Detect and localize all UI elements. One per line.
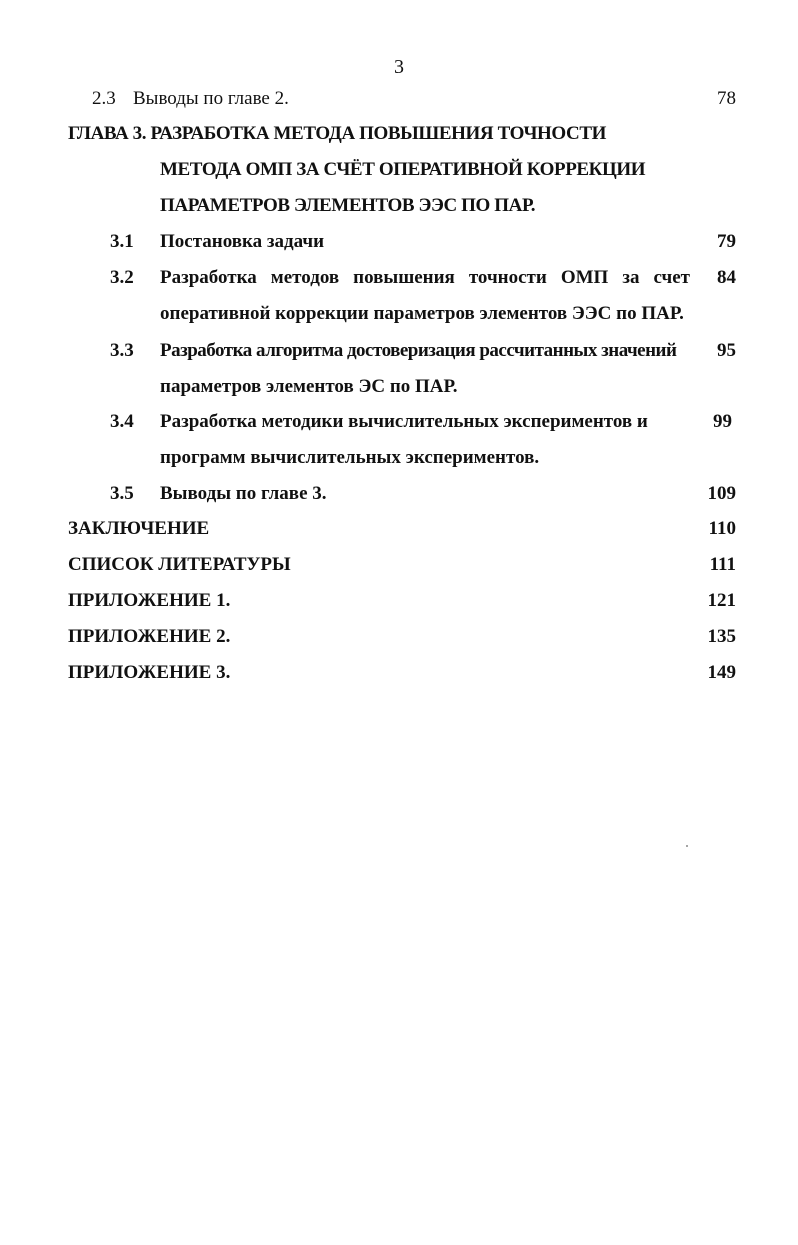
toc-entry-page: 99 <box>713 411 732 432</box>
toc-entry-title: СПИСОК ЛИТЕРАТУРЫ <box>68 554 291 575</box>
toc-entry-page: 109 <box>707 483 736 504</box>
toc-entry-page: 95 <box>717 340 736 361</box>
toc-entry-title-line-2: параметров элементов ЭС по ПАР. <box>160 376 458 397</box>
toc-entry-number: 3.2 <box>110 267 134 288</box>
toc-entry-title: Выводы по главе 2. <box>133 88 289 109</box>
toc-entry-title: ПРИЛОЖЕНИЕ 2. <box>68 626 231 647</box>
toc-entry-number: 3.3 <box>110 340 134 361</box>
toc-entry-page: 135 <box>707 626 736 647</box>
toc-entry-page: 121 <box>707 590 736 611</box>
toc-entry-title-line-2: программ вычислительных экспериментов. <box>160 447 540 468</box>
toc-entry-title: ЗАКЛЮЧЕНИЕ <box>68 518 210 539</box>
toc-entry-page: 84 <box>717 267 736 288</box>
toc-entry-title: Выводы по главе 3. <box>160 483 327 504</box>
page-number: 3 <box>394 56 404 78</box>
toc-entry-page: 110 <box>708 518 736 539</box>
toc-entry-title-line-1: Разработка алгоритма достоверизация рассчитанных значений <box>160 340 677 361</box>
toc-entry-title-line-1: Разработка методики вычислительных экспериментов и <box>160 411 648 432</box>
toc-entry-title: ПРИЛОЖЕНИЕ 3. <box>68 662 231 683</box>
toc-entry-title: ПРИЛОЖЕНИЕ 1. <box>68 590 231 611</box>
toc-entry-page: 79 <box>717 231 736 252</box>
toc-entry-page: 78 <box>717 88 736 109</box>
toc-entry-number: 3.5 <box>110 483 134 504</box>
toc-entry-number: 3.1 <box>110 231 134 252</box>
toc-entry-title: Постановка задачи <box>160 231 325 252</box>
chapter-heading-line-1: ГЛАВА 3. РАЗРАБОТКА МЕТОДА ПОВЫШЕНИЯ ТОЧНОСТИ <box>68 123 607 144</box>
toc-entry-title-line-2: оперативной коррекции параметров элементов ЭЭС по ПАР. <box>160 303 684 324</box>
toc-entry-number: 3.4 <box>110 411 134 432</box>
toc-entry-page: 111 <box>709 554 736 575</box>
scan-speck <box>686 845 688 847</box>
toc-entry-page: 149 <box>707 662 736 683</box>
chapter-heading-line-2: МЕТОДА ОМП ЗА СЧЁТ ОПЕРАТИВНОЙ КОРРЕКЦИИ <box>160 159 646 180</box>
toc-entry-number: 2.3 <box>92 88 116 109</box>
toc-entry-title-line-1: Разработка методов повышения точности ОМП за счет <box>160 267 690 288</box>
chapter-heading-line-3: ПАРАМЕТРОВ ЭЛЕМЕНТОВ ЭЭС ПО ПАР. <box>160 195 536 216</box>
